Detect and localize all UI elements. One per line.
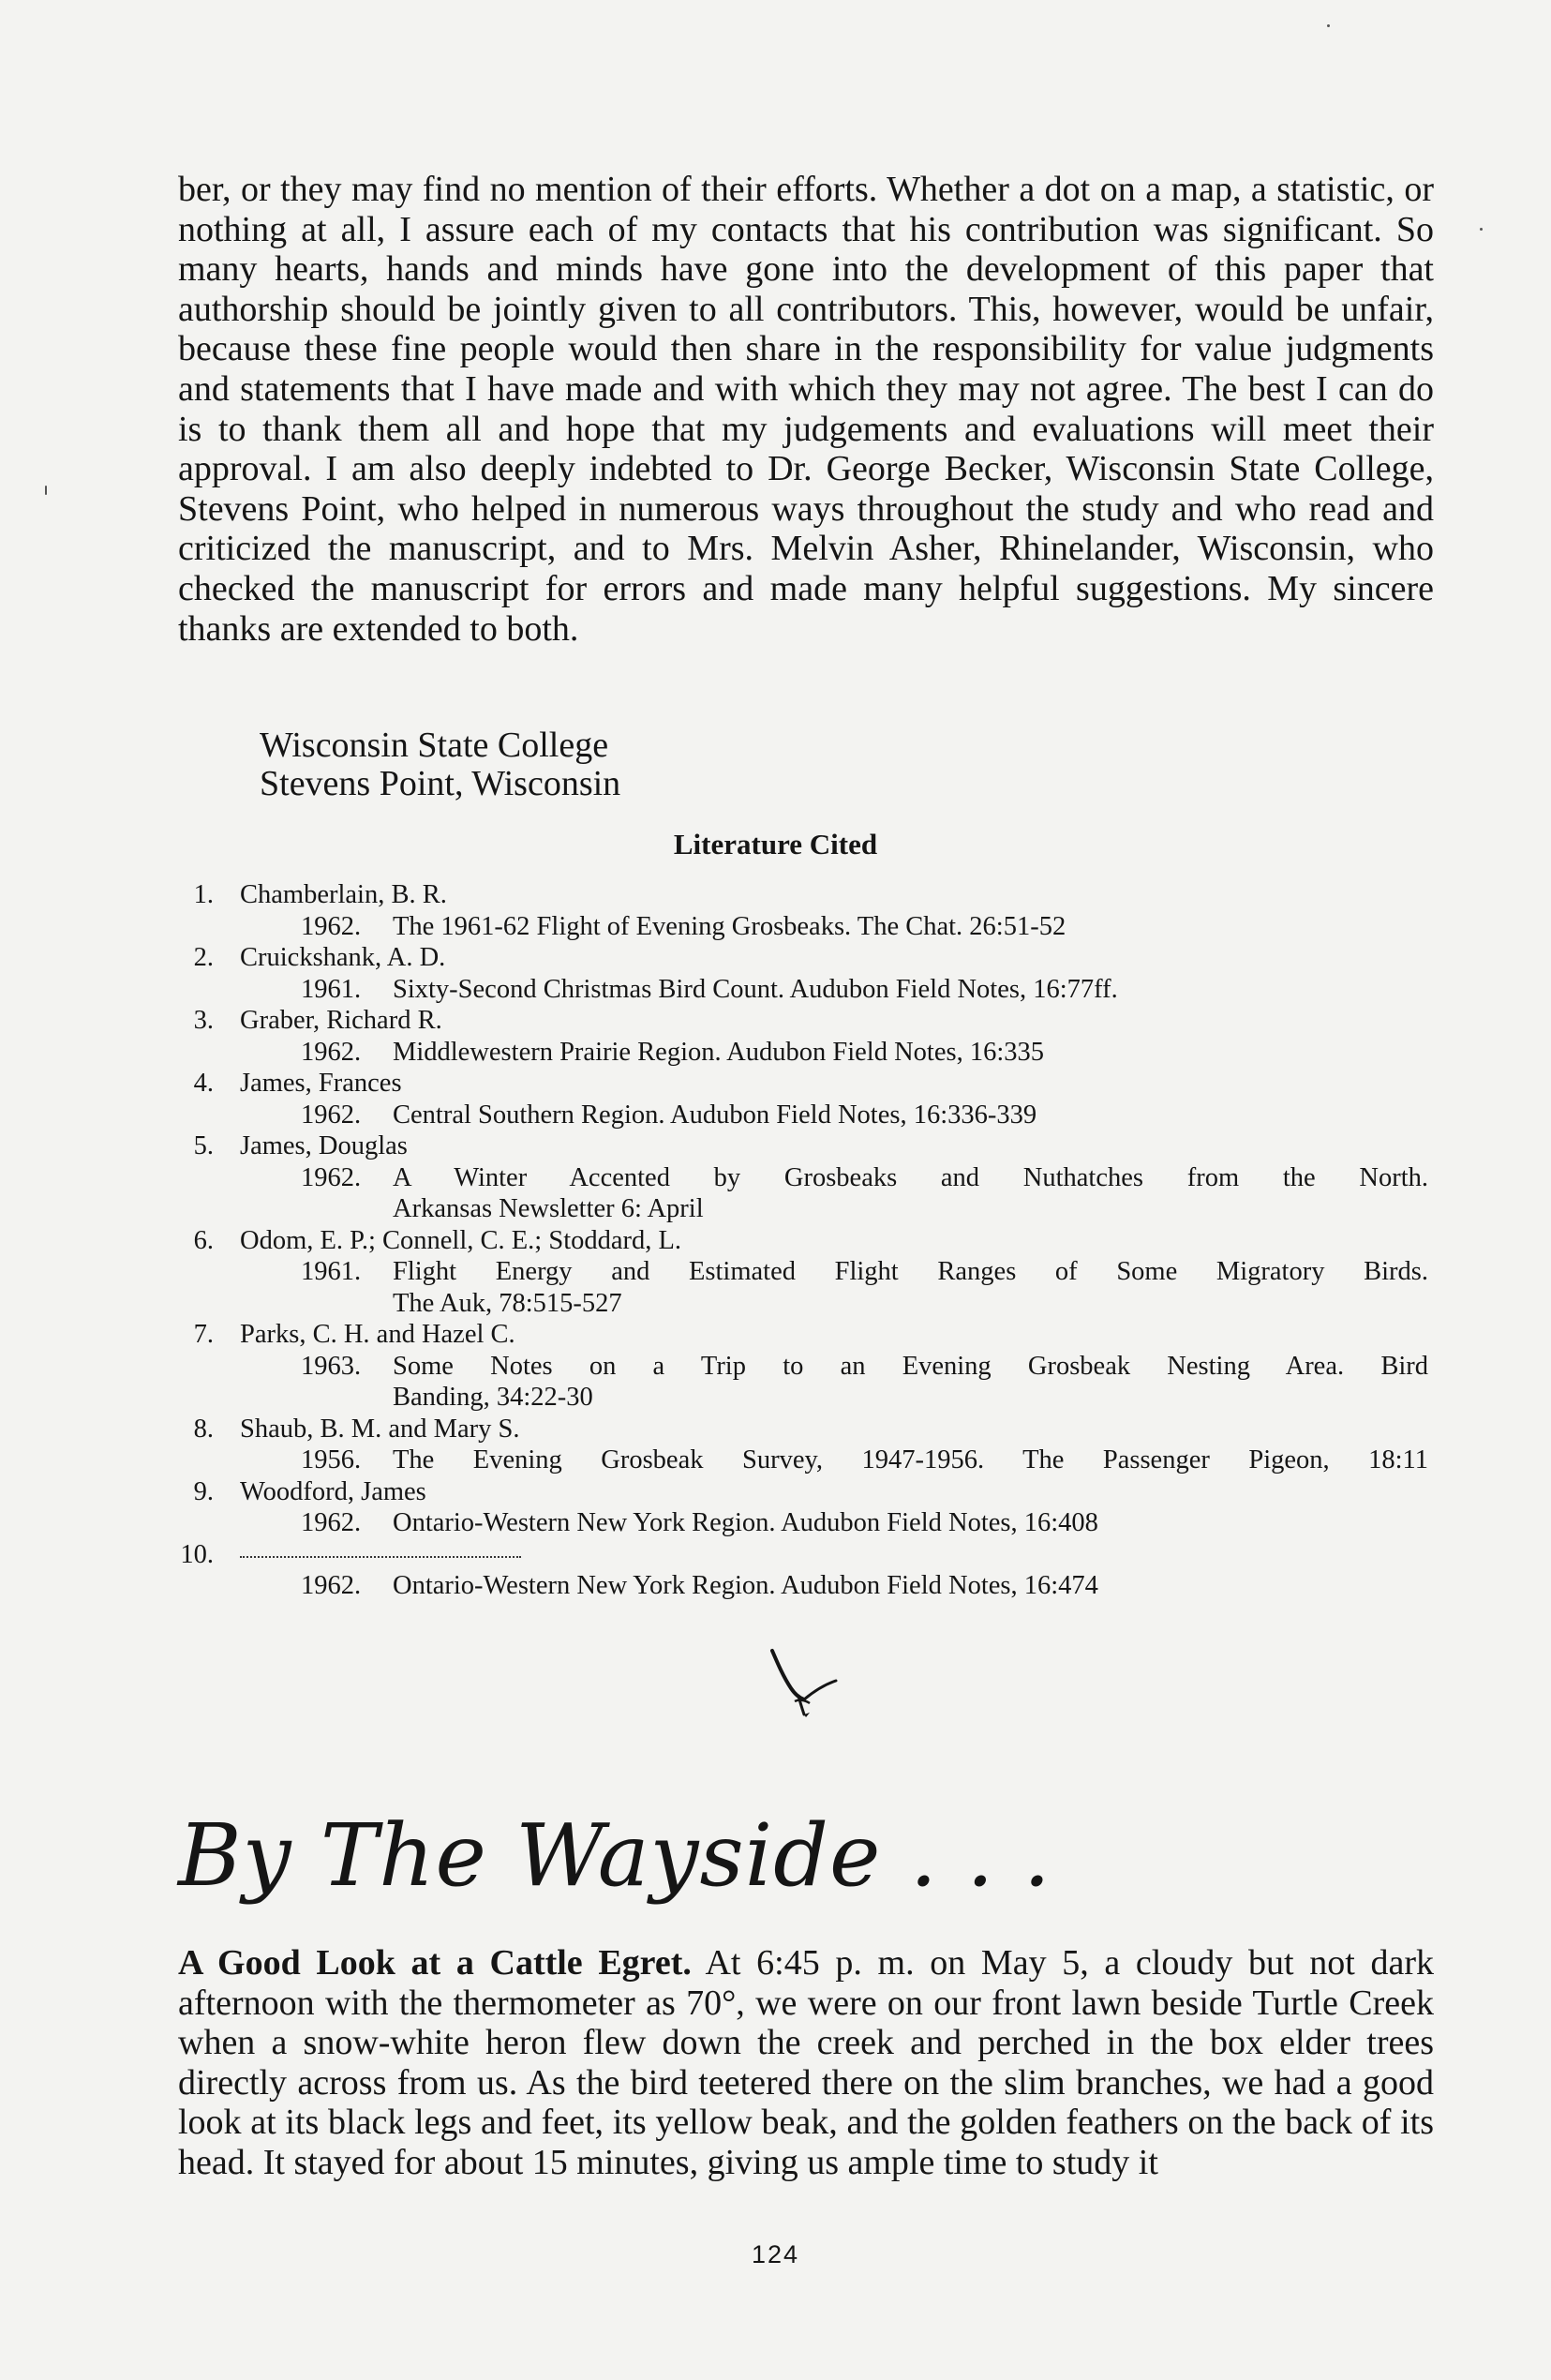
- reference-year: 1961.: [301, 1257, 362, 1286]
- reference-title: A Winter Accented by Grosbeaks and Nuthatches from the North.: [393, 1162, 1428, 1192]
- reference-4: [178, 1068, 1443, 1130]
- reference-number: 2.: [193, 943, 214, 972]
- reference-title-continued: The Auk, 78:515-527: [393, 1288, 622, 1318]
- reference-title: Ontario-Western New York Region. Audubon Field Notes, 16:408: [393, 1508, 1098, 1537]
- reference-year: 1962.: [301, 1508, 362, 1537]
- section-title-by-the-wayside: By The Wayside . . .: [178, 1805, 1051, 1906]
- reference-title: Ontario-Western New York Region. Audubon Field Notes, 16:474: [393, 1571, 1098, 1600]
- reference-number: 5.: [193, 1131, 214, 1160]
- page-number: 124: [751, 2240, 800, 2268]
- reference-author: Graber, Richard R.: [240, 1006, 442, 1035]
- reference-number: 1.: [193, 880, 214, 909]
- reference-author: James, Frances: [240, 1069, 402, 1098]
- egret-heading: A Good Look at a Cattle Egret.: [178, 1943, 692, 1983]
- reference-title: Middlewestern Prairie Region. Audubon Field Notes, 16:335: [393, 1037, 1045, 1067]
- scan-speck: [1327, 24, 1330, 27]
- reference-author: Shaub, B. M. and Mary S.: [240, 1414, 520, 1444]
- address-line-1: Wisconsin State College: [260, 726, 609, 765]
- reference-number: 6.: [193, 1225, 214, 1255]
- reference-year: 1962.: [301, 1162, 362, 1192]
- reference-number: 3.: [193, 1006, 214, 1035]
- reference-title: Flight Energy and Estimated Flight Ranges of Some Migratory Birds.: [393, 1257, 1428, 1286]
- reference-year: 1956.: [301, 1445, 362, 1474]
- reference-9: [178, 1476, 1443, 1539]
- reference-title: Some Notes on a Trip to an Evening Grosbeak Nesting Area. Bird: [393, 1351, 1428, 1381]
- address-line-2: Stevens Point, Wisconsin: [260, 764, 621, 803]
- reference-number: 4.: [193, 1069, 214, 1098]
- reference-5: [178, 1130, 1443, 1225]
- egret-paragraph: [178, 1943, 1434, 2183]
- ditto-dotted-line: [240, 1556, 521, 1558]
- reference-year: 1961.: [301, 974, 362, 1004]
- reference-title: Central Southern Region. Audubon Field Notes, 16:336-339: [393, 1100, 1037, 1130]
- reference-title: The Evening Grosbeak Survey, 1947-1956. The Passenger Pigeon, 18:11: [393, 1445, 1428, 1474]
- flying-bird-icon: [767, 1647, 842, 1720]
- reference-1: [178, 879, 1443, 942]
- reference-year: 1962.: [301, 1037, 362, 1067]
- reference-author: Odom, E. P.; Connell, C. E.; Stoddard, L.: [240, 1225, 682, 1255]
- reference-year: 1963.: [301, 1351, 362, 1381]
- reference-list: [178, 879, 1443, 1602]
- reference-6: [178, 1225, 1443, 1320]
- reference-number: 8.: [193, 1414, 214, 1444]
- reference-year: 1962.: [301, 911, 362, 941]
- reference-number: 10.: [180, 1539, 214, 1569]
- reference-2: [178, 942, 1443, 1005]
- reference-year: 1962.: [301, 1100, 362, 1130]
- literature-cited-heading: Literature Cited: [673, 828, 878, 861]
- reference-8: [178, 1414, 1443, 1476]
- reference-10: [178, 1539, 1443, 1602]
- reference-title-continued: Arkansas Newsletter 6: April: [393, 1194, 704, 1223]
- reference-title-continued: Banding, 34:22-30: [393, 1383, 593, 1412]
- reference-author: Parks, C. H. and Hazel C.: [240, 1320, 515, 1349]
- reference-author: James, Douglas: [240, 1131, 408, 1160]
- scan-speck: [45, 486, 47, 495]
- reference-3: [178, 1005, 1443, 1068]
- egret-body: At 6:45 p. m. on May 5, a cloudy but not dark afternoon with the thermometer as 70°, we were on our front lawn beside Turtle Creek when a snow-white heron flew down the creek and perched in the box elder trees directly across from us. As the bird teetered there on the slim branches, we had a good look at its black legs and feet, its yellow beak, and the golden feathers on the back of its head. It stayed for about 15 minutes, giving us ample time to study it: [178, 1943, 1434, 2182]
- reference-author: Woodford, James: [240, 1476, 426, 1506]
- reference-number: 7.: [193, 1320, 214, 1349]
- reference-author: Chamberlain, B. R.: [240, 880, 447, 909]
- reference-year: 1962.: [301, 1571, 362, 1600]
- reference-title: The 1961-62 Flight of Evening Grosbeaks. The Chat. 26:51-52: [393, 911, 1066, 941]
- reference-number: 9.: [193, 1476, 214, 1506]
- reference-author: Cruickshank, A. D.: [240, 943, 446, 972]
- scan-speck: [1480, 228, 1483, 231]
- reference-7: [178, 1319, 1443, 1414]
- reference-title: Sixty-Second Christmas Bird Count. Audubon Field Notes, 16:77ff.: [393, 974, 1118, 1004]
- author-address: [260, 726, 620, 803]
- intro-paragraph: ber, or they may find no mention of their efforts. Whether a dot on a map, a statistic, or nothing at all, I assure each of my contacts that his contribution was significant. So many hearts, hands and minds have gone into the development of this paper that authorship should be jointly given to all contributors. This, however, would be unfair, because these fine people would then share in the responsibility for value judgments and statements that I have made and with which they may not agree. The best I can do is to thank them all and hope that my judgements and evaluations will meet their approval. I am also deeply indebted to Dr. George Becker, Wisconsin State College, Stevens Point, who helped in numerous ways throughout the study and who read and criticized the manuscript, and to Mrs. Melvin Asher, Rhinelander, Wisconsin, who checked the manuscript for errors and made many helpful suggestions. My sincere thanks are extended to both.: [178, 170, 1434, 649]
